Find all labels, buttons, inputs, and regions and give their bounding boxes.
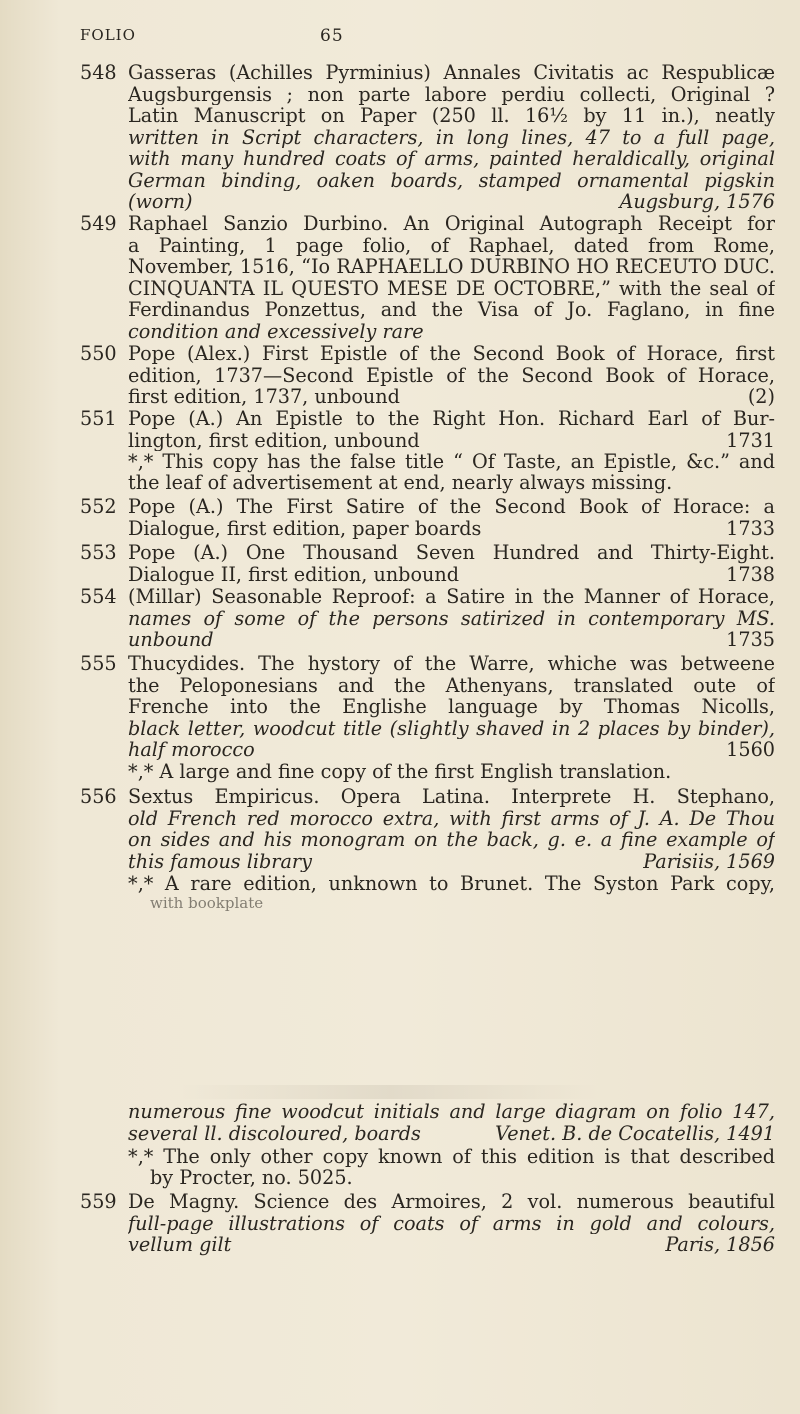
note [128, 1146, 775, 1168]
entry-line: Dialogue, first edition, paper boards [128, 517, 482, 539]
lot-number: 556 [80, 785, 117, 808]
note [150, 1167, 775, 1189]
torn-gap [180, 1085, 600, 1099]
entry-line: vellum gilt [128, 1234, 232, 1256]
entry-line: black letter, woodcut title (slightly shaved in 2 places by binder), [128, 717, 775, 739]
entry-line: written in Script characters, in long lines, 47 to a full page, [128, 126, 775, 148]
imprint: 1560 [726, 738, 775, 761]
entry-line: several ll. discoloured, boards [128, 1122, 421, 1144]
imprint: Venet. B. de Cocatellis, 1491 [495, 1121, 775, 1145]
entry-line: Pope (A.) The First Satire of the Second Book of Horace: a [128, 496, 775, 518]
note-line: by Procter, no. 5025. [150, 1167, 353, 1189]
entry-line: Pope (A.) An Epistle to the Right Hon. Richard Earl of Bur- [128, 408, 775, 430]
imprint: (2) [747, 385, 775, 408]
note-line: *‚* A rare edition, unknown to Brunet. The Syston Park copy, [128, 873, 775, 895]
entry-line: half morocco [128, 739, 255, 761]
entry-line: edition, 1737—Second Epistle of the Second Book of Horace, [128, 364, 775, 386]
entry-line: with many hundred coats of arms, painted heraldically, original [128, 148, 775, 170]
note [150, 893, 797, 915]
entry-line: names of some of the persons satirized in contemporary MS. [128, 607, 775, 629]
entry-line: this famous library [128, 850, 312, 872]
note [128, 472, 775, 494]
lot-number: 550 [80, 342, 117, 365]
lot-number: 555 [80, 652, 117, 675]
imprint: Parisiis, 1569 [643, 849, 775, 873]
lot-number: 548 [80, 61, 117, 84]
entry-line: Latin Manuscript on Paper (250 ll. 16½ by 11 in.), neatly [128, 105, 775, 127]
folio-label: FOLIO [80, 26, 136, 44]
entry-line: Pope (A.) One Thousand Seven Hundred and Thirty-Eight. [128, 542, 775, 564]
entry-line: Frenche into the Englishe language by Thomas Nicolls, [128, 696, 775, 718]
imprint: 1735 [726, 628, 775, 651]
lot-number: 549 [80, 212, 117, 235]
entry-line: Ferdinandus Ponzettus, and the Visa of Jo. Faglano, in fine [128, 299, 775, 321]
entry-line: Sextus Empiricus. Opera Latina. Interprete H. Stephano, [128, 786, 775, 808]
lot-number: 551 [80, 407, 117, 430]
lot-number: 554 [80, 585, 117, 608]
entry-line: De Magny. Science des Armoires, 2 vol. numerous beautiful [128, 1191, 775, 1213]
imprint: 1738 [726, 562, 775, 586]
entry-line: Pope (Alex.) First Epistle of the Second Book of Horace, first [128, 343, 775, 365]
entry-line: Raphael Sanzio Durbino. An Original Autograph Receipt for [128, 213, 775, 235]
note [128, 451, 775, 473]
imprint: 1731 [726, 428, 775, 452]
entry-line: condition and excessively rare [128, 320, 424, 342]
lot-number: 553 [80, 541, 117, 564]
entry-line: lington, first edition, unbound [128, 429, 420, 451]
imprint: Augsburg, 1576 [619, 190, 775, 213]
page-number: 65 [320, 26, 344, 46]
note-line: with bookplate [150, 894, 264, 912]
imprint: 1733 [726, 516, 775, 540]
entry-line: full-page illustrations of coats of arms in gold and colours, [128, 1212, 775, 1234]
note [128, 873, 775, 895]
imprint: Paris, 1856 [665, 1233, 775, 1256]
entry-line: a Painting, 1 page folio, of Raphael, dated from Rome, [128, 234, 775, 256]
entry-line: German binding, oaken boards, stamped ornamental pigskin [128, 169, 775, 191]
note-line: *‚* The only other copy known of this edition is that described [128, 1146, 775, 1168]
note-line: *‚* A large and fine copy of the first English translation. [128, 761, 672, 783]
note [128, 761, 775, 783]
entry-line: CINQUANTA IL QUESTO MESE DE OCTOBRE,” with the seal of [128, 277, 775, 299]
lot-number: 559 [80, 1190, 117, 1213]
entry-line: Augsburgensis ; non parte labore perdiu collecti, Original ? [128, 83, 775, 105]
entry-line: first edition, 1737, unbound [128, 386, 400, 408]
entry-line: Thucydides. The hystory of the Warre, whiche was betweene [128, 653, 775, 675]
entry-line: November, 1516, “Io RAPHAELLO DURBINO HO RECEUTO DUC. [128, 256, 775, 278]
entry-line: on sides and his monogram on the back, g. e. a fine example of [128, 829, 775, 851]
note-line: *‚* This copy has the false title “ Of Taste, an Epistle, &c.” and [128, 451, 775, 473]
entry-line: old French red morocco extra, with first arms of J. A. De Thou [128, 807, 775, 829]
lot-number: 552 [80, 495, 117, 518]
entry-line: Dialogue II, first edition, unbound [128, 563, 460, 585]
entry-line: numerous fine woodcut initials and large diagram on folio 147, [128, 1101, 775, 1123]
note-line: the leaf of advertisement at end, nearly always missing. [128, 472, 673, 494]
entry-line: (worn) [128, 191, 193, 213]
entry-line: Gasseras (Achilles Pyrminius) Annales Civitatis ac Respublicæ [128, 62, 775, 84]
page-header [80, 26, 770, 52]
entry-line: unbound [128, 629, 214, 651]
entry-line: the Peloponesians and the Athenyans, translated oute of [128, 674, 775, 696]
entry-line: (Millar) Seasonable Reproof: a Satire in the Manner of Horace, [128, 586, 775, 608]
